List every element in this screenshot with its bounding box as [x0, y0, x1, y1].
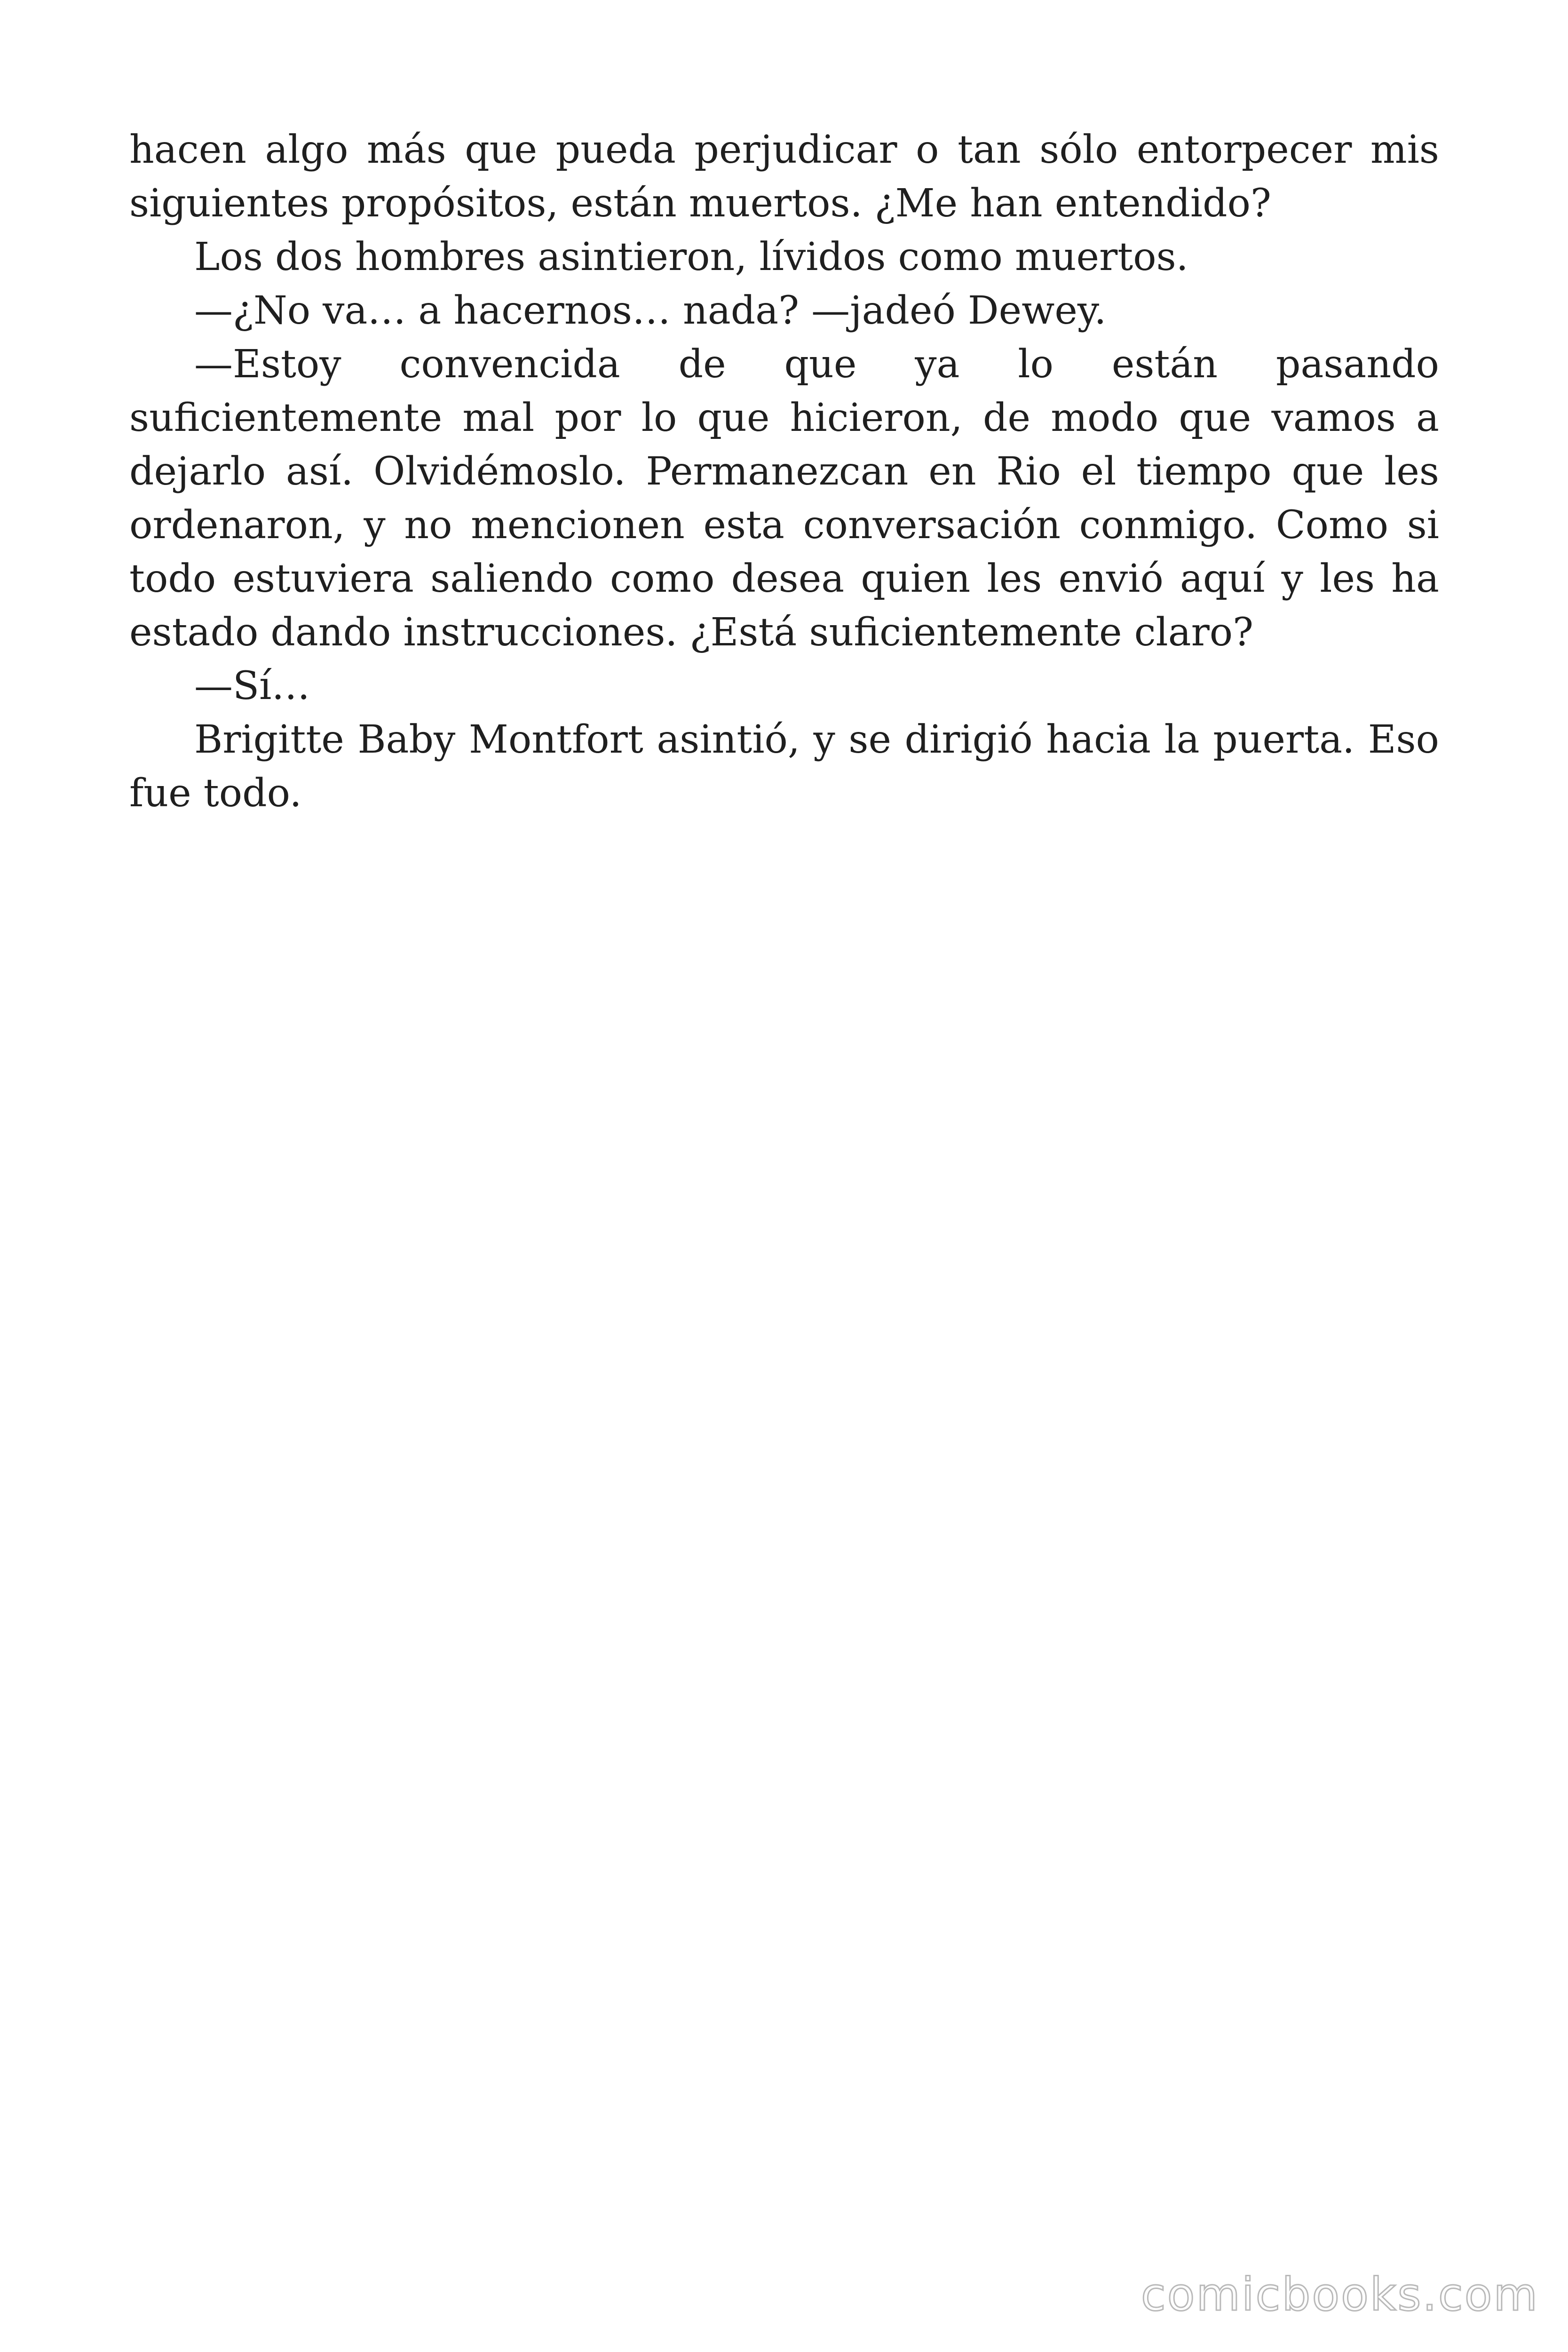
paragraph-4: —Estoy convencida de que ya lo están pasando suficientemente mal por lo que hicieron, de modo que vamos a dejarlo así. Olvidémoslo. Permanezcan en Rio el tiempo que les ordenaron, y no mencionen esta conversación conmigo. Como si todo estuviera saliendo como desea quien les envió aquí y les ha estado dando instrucciones. ¿Está suficientemente claro? — [129, 342, 1439, 655]
page-body-text — [129, 123, 1439, 820]
paragraph-5: —Sí… — [194, 664, 310, 708]
paragraph-6: Brigitte Baby Montfort asintió, y se dirigió hacia la puerta. Eso fue todo. — [129, 717, 1439, 816]
paragraph-3: —¿No va… a hacernos… nada? —jadeó Dewey. — [194, 288, 1107, 333]
paragraph-1: hacen algo más que pueda perjudicar o tan sólo entorpecer mis siguientes propósitos, están muertos. ¿Me han entendido? — [129, 127, 1439, 226]
watermark-text: comicbooks.com — [1140, 2268, 1539, 2321]
paragraph-2: Los dos hombres asintieron, lívidos como muertos. — [194, 235, 1188, 279]
